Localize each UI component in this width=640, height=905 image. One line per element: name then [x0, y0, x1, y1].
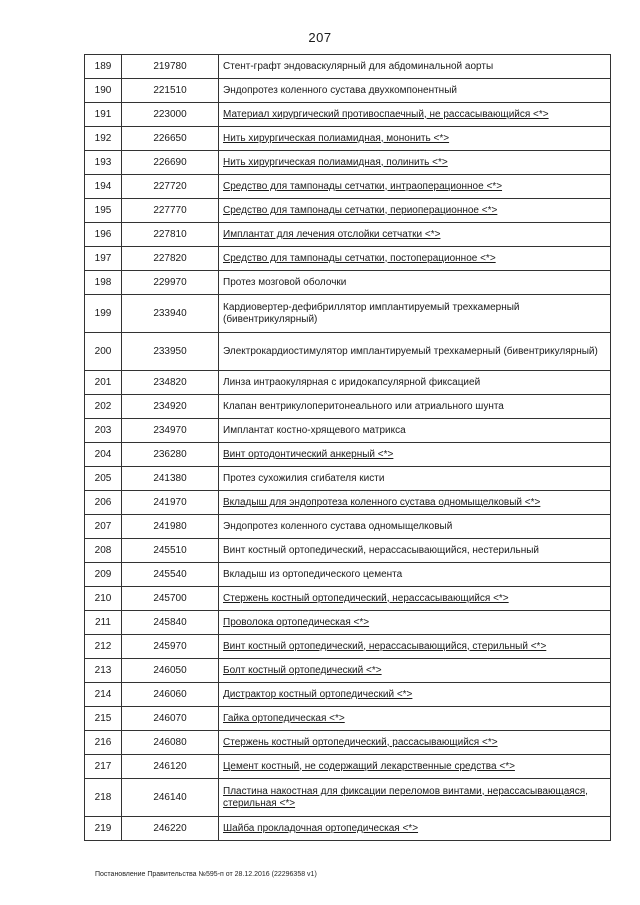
row-name: Проволока ортопедическая <*> [223, 616, 370, 628]
row-code: 246070 [122, 707, 219, 731]
row-name-cell [219, 515, 611, 539]
row-code: 246140 [122, 779, 219, 817]
row-name-cell [219, 611, 611, 635]
row-name: Винт костный ортопедический, нерассасывающийся, стерильный <*> [223, 640, 547, 652]
row-name: Болт костный ортопедический <*> [223, 664, 382, 676]
row-code: 223000 [122, 103, 219, 127]
row-code: 245540 [122, 563, 219, 587]
row-name: Шайба прокладочная ортопедическая <*> [223, 822, 419, 834]
table-row [85, 817, 611, 841]
table-row [85, 563, 611, 587]
row-code: 227720 [122, 175, 219, 199]
table-row [85, 707, 611, 731]
row-name: Средство для тампонады сетчатки, периоперационное <*> [223, 204, 498, 216]
table-body [85, 55, 611, 841]
row-name: Протез мозговой оболочки [223, 276, 347, 288]
row-name: Материал хирургический противоспаечный, не рассасывающийся <*> [223, 108, 549, 120]
row-number: 189 [85, 55, 122, 79]
row-name: Стент-графт эндоваскулярный для абдоминальной аорты [223, 60, 494, 72]
row-code: 227770 [122, 199, 219, 223]
row-code: 229970 [122, 271, 219, 295]
row-code: 246120 [122, 755, 219, 779]
row-code: 233950 [122, 333, 219, 371]
row-name: Протез сухожилия сгибателя кисти [223, 472, 385, 484]
row-number: 215 [85, 707, 122, 731]
row-name-cell [219, 659, 611, 683]
row-code: 234970 [122, 419, 219, 443]
table-row [85, 79, 611, 103]
row-name: Винт костный ортопедический, нерассасывающийся, нестерильный [223, 544, 540, 556]
row-name-cell [219, 491, 611, 515]
row-number: 204 [85, 443, 122, 467]
table-row [85, 443, 611, 467]
row-code: 234920 [122, 395, 219, 419]
row-code: 221510 [122, 79, 219, 103]
row-code: 227820 [122, 247, 219, 271]
footer-note: Постановление Правительства №595-п от 28.12.2016 (22296358 v1) [95, 871, 317, 878]
row-name: Цемент костный, не содержащий лекарственные средства <*> [223, 760, 515, 772]
row-number: 216 [85, 731, 122, 755]
row-name-cell [219, 755, 611, 779]
row-name-cell [219, 467, 611, 491]
row-name: Средство для тампонады сетчатки, интраоперационное <*> [223, 180, 503, 192]
row-name: Гайка ортопедическая <*> [223, 712, 345, 724]
row-name: Имплантат костно-хрящевого матрикса [223, 424, 406, 436]
row-number: 202 [85, 395, 122, 419]
row-name-cell [219, 199, 611, 223]
row-code: 245970 [122, 635, 219, 659]
row-code: 219780 [122, 55, 219, 79]
row-name: Вкладыш из ортопедического цемента [223, 568, 403, 580]
table-row [85, 395, 611, 419]
table-row [85, 223, 611, 247]
table-row [85, 151, 611, 175]
row-name-cell [219, 333, 611, 371]
row-name-cell [219, 779, 611, 817]
row-number: 210 [85, 587, 122, 611]
row-code: 246080 [122, 731, 219, 755]
row-number: 200 [85, 333, 122, 371]
row-code: 226650 [122, 127, 219, 151]
table-row [85, 467, 611, 491]
row-number: 218 [85, 779, 122, 817]
table-row [85, 419, 611, 443]
table-row [85, 515, 611, 539]
row-code: 241380 [122, 467, 219, 491]
row-code: 234820 [122, 371, 219, 395]
row-name-cell [219, 371, 611, 395]
row-code: 245510 [122, 539, 219, 563]
row-number: 206 [85, 491, 122, 515]
row-name: Электрокардиостимулятор имплантируемый трехкамерный (бивентрикулярный) [223, 345, 598, 357]
row-name-cell [219, 271, 611, 295]
table-row [85, 271, 611, 295]
row-code: 246060 [122, 683, 219, 707]
row-name-cell [219, 127, 611, 151]
row-code: 233940 [122, 295, 219, 333]
table-row [85, 103, 611, 127]
row-name-cell [219, 395, 611, 419]
row-code: 226690 [122, 151, 219, 175]
row-number: 190 [85, 79, 122, 103]
row-number: 197 [85, 247, 122, 271]
row-number: 192 [85, 127, 122, 151]
row-name: Стержень костный ортопедический, рассасывающийся <*> [223, 736, 498, 748]
row-name-cell [219, 175, 611, 199]
table-row [85, 539, 611, 563]
row-number: 201 [85, 371, 122, 395]
row-number: 198 [85, 271, 122, 295]
row-name-cell [219, 817, 611, 841]
row-name-cell [219, 55, 611, 79]
row-name: Винт ортодонтический анкерный <*> [223, 448, 394, 460]
table-row [85, 127, 611, 151]
row-code: 245840 [122, 611, 219, 635]
table-row [85, 175, 611, 199]
table-row [85, 371, 611, 395]
table-row [85, 247, 611, 271]
row-name-cell [219, 151, 611, 175]
row-name: Клапан вентрикулоперитонеального или атриального шунта [223, 400, 504, 412]
row-code: 246220 [122, 817, 219, 841]
table-row [85, 295, 611, 333]
row-name-cell [219, 79, 611, 103]
row-code: 241980 [122, 515, 219, 539]
row-number: 195 [85, 199, 122, 223]
row-code: 236280 [122, 443, 219, 467]
row-name: Дистрактор костный ортопедический <*> [223, 688, 413, 700]
row-name-cell [219, 295, 611, 333]
row-name-cell [219, 247, 611, 271]
row-number: 214 [85, 683, 122, 707]
row-name-cell [219, 635, 611, 659]
table-row [85, 683, 611, 707]
row-number: 212 [85, 635, 122, 659]
row-name: Нить хирургическая полиамидная, мононить <*> [223, 132, 450, 144]
row-name: Вкладыш для эндопротеза коленного сустава одномыщелковый <*> [223, 496, 541, 508]
row-name-cell [219, 731, 611, 755]
row-number: 209 [85, 563, 122, 587]
row-name-cell [219, 223, 611, 247]
row-name-cell [219, 563, 611, 587]
table-row [85, 333, 611, 371]
row-name-cell [219, 103, 611, 127]
table-row [85, 731, 611, 755]
row-code: 245700 [122, 587, 219, 611]
table-row [85, 491, 611, 515]
row-name: Линза интраокулярная с иридокапсулярной фиксацией [223, 376, 481, 388]
row-number: 194 [85, 175, 122, 199]
row-name: Пластина накостная для фиксации переломов винтами, нерассасывающаяся, стерильная <*> [223, 785, 588, 809]
row-number: 199 [85, 295, 122, 333]
row-name-cell [219, 587, 611, 611]
row-name: Средство для тампонады сетчатки, постоперационное <*> [223, 252, 496, 264]
row-name-cell [219, 419, 611, 443]
row-code: 246050 [122, 659, 219, 683]
table-row [85, 611, 611, 635]
row-name: Эндопротез коленного сустава двухкомпонентный [223, 84, 457, 96]
table-row [85, 199, 611, 223]
row-name: Нить хирургическая полиамидная, полинить <*> [223, 156, 448, 168]
table-row [85, 55, 611, 79]
row-name: Кардиовертер-дефибриллятор имплантируемый трехкамерный (бивентрикулярный) [223, 301, 520, 325]
row-number: 191 [85, 103, 122, 127]
row-number: 196 [85, 223, 122, 247]
row-name: Имплантат для лечения отслойки сетчатки <*> [223, 228, 441, 240]
row-number: 203 [85, 419, 122, 443]
page-number: 207 [308, 30, 332, 45]
row-number: 213 [85, 659, 122, 683]
row-name: Эндопротез коленного сустава одномыщелковый [223, 520, 453, 532]
row-code: 241970 [122, 491, 219, 515]
table-row [85, 659, 611, 683]
table-row [85, 779, 611, 817]
row-name: Стержень костный ортопедический, нерассасывающийся <*> [223, 592, 509, 604]
row-number: 207 [85, 515, 122, 539]
row-name-cell [219, 707, 611, 731]
table-row [85, 755, 611, 779]
row-name-cell [219, 683, 611, 707]
row-number: 211 [85, 611, 122, 635]
row-number: 193 [85, 151, 122, 175]
device-table [84, 54, 611, 841]
row-number: 219 [85, 817, 122, 841]
row-number: 217 [85, 755, 122, 779]
row-number: 205 [85, 467, 122, 491]
row-name-cell [219, 539, 611, 563]
row-name-cell [219, 443, 611, 467]
table-row [85, 587, 611, 611]
row-code: 227810 [122, 223, 219, 247]
table-row [85, 635, 611, 659]
row-number: 208 [85, 539, 122, 563]
